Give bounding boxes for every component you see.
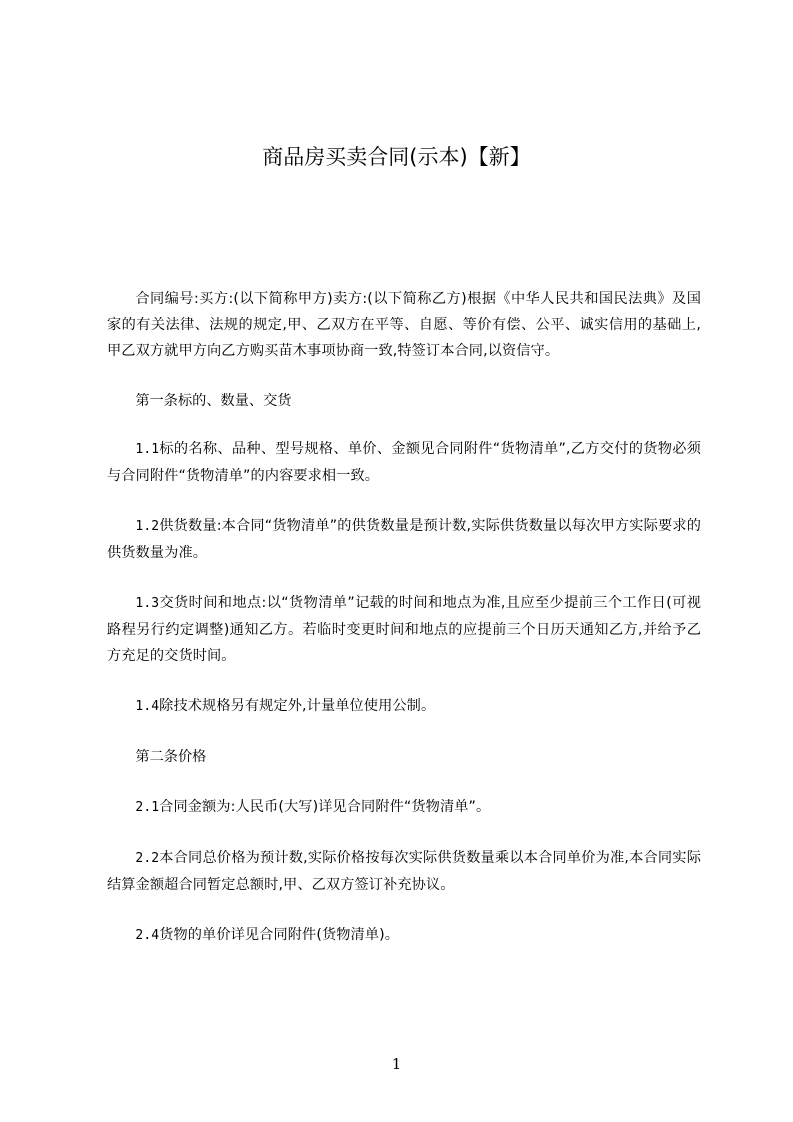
clause-number: 1.4 <box>135 699 160 714</box>
clause-number: 2.2 <box>135 851 160 866</box>
clause-1-1 <box>107 436 701 489</box>
clause-number: 1.1 <box>135 442 160 457</box>
clause-text: 交货时间和地点:以“货物清单”记载的时间和地点为准,且应至少提前三个工作日(可视路程另行约定调整)通知乙方。若临时变更时间和地点的应提前三个日历天通知乙方,并给予乙方充足的交货时间。 <box>107 595 701 664</box>
clause-text: 除技术规格另有规定外,计量单位使用公制。 <box>159 698 436 714</box>
clause-1-2 <box>107 513 701 566</box>
clause-text: 标的名称、品种、型号规格、单价、金额见合同附件“货物清单”,乙方交付的货物必须与合同附件“货物清单”的内容要求相一致。 <box>107 441 701 484</box>
section-1-heading: 第一条标的、数量、交货 <box>135 393 292 409</box>
intro-paragraph: 合同编号:买方:(以下简称甲方)卖方:(以下简称乙方)根据《中华人民共和国民法典》及国家的有关法律、法规的规定,甲、乙双方在平等、自愿、等价有偿、公平、诚实信用的基础上,甲乙双方就甲方向乙方购买苗木事项协商一致,特签订本合同,以资信守。 <box>107 291 701 359</box>
clause-1-3 <box>107 590 701 669</box>
clause-text: 供货数量:本合同“货物清单”的供货数量是预计数,实际供货数量以每次甲方实际要求的供货数量为准。 <box>107 518 701 561</box>
page-number: 1 <box>391 1055 402 1073</box>
page-title: 商品房买卖合同(示本)【新】 <box>262 145 531 169</box>
section-2-heading: 第二条价格 <box>135 749 207 765</box>
clause-2-2 <box>107 845 701 898</box>
clause-number: 2.4 <box>135 928 160 943</box>
clause-number: 1.2 <box>135 519 160 534</box>
clause-text: 本合同总价格为预计数,实际价格按每次实际供货数量乘以本合同单价为准,本合同实际结算金额超合同暂定总额时,甲、乙双方签订补充协议。 <box>107 850 701 893</box>
clause-2-4 <box>107 922 701 949</box>
clause-text: 货物的单价详见合同附件(货物清单)。 <box>159 927 400 943</box>
clause-text: 合同金额为:人民币(大写)详见合同附件“货物清单”。 <box>159 799 491 815</box>
document-body <box>107 286 701 949</box>
clause-number: 2.1 <box>135 800 160 815</box>
clause-2-1 <box>107 794 701 821</box>
clause-number: 1.3 <box>135 596 160 611</box>
clause-1-4 <box>107 693 701 720</box>
